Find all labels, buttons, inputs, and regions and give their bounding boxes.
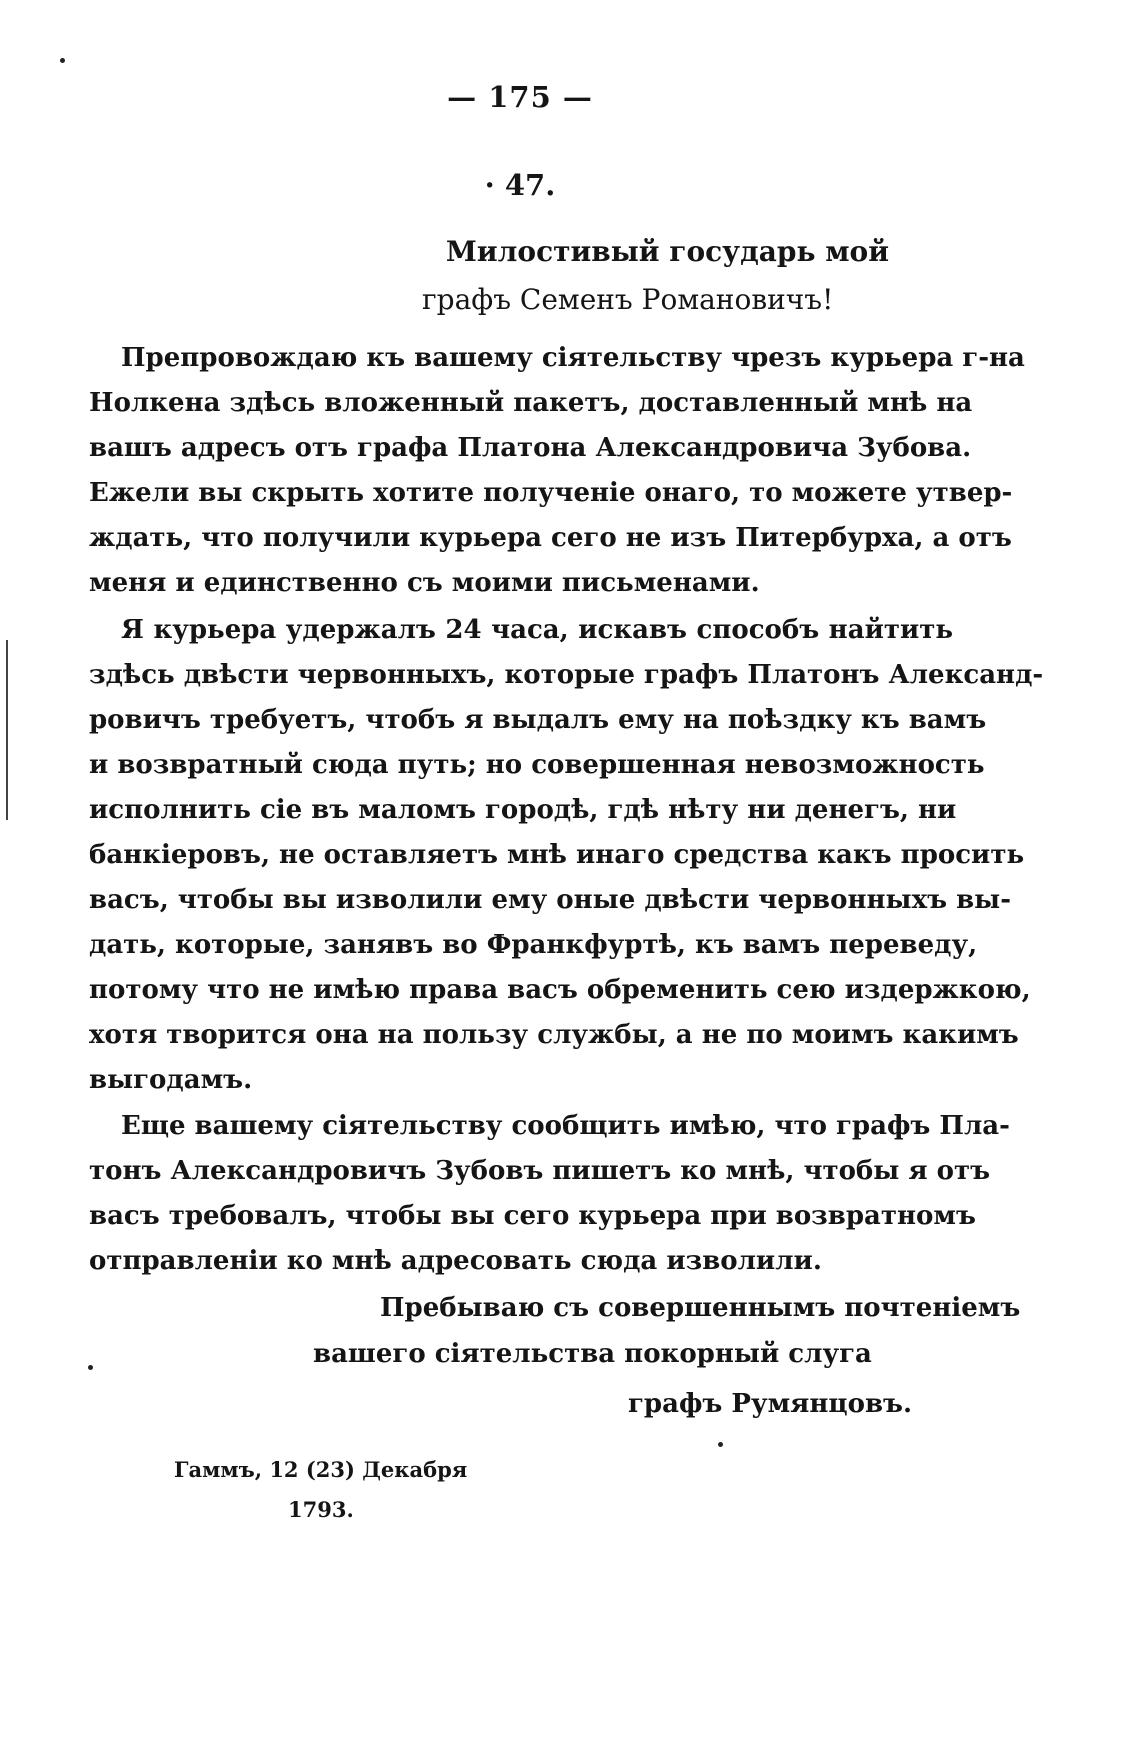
salutation-line-1: Милостивый государь мой [445, 235, 889, 268]
scan-edge-line [6, 640, 8, 820]
text-line: Препровождаю къ вашему сіятельству чрезъ курьера г-на [121, 343, 1025, 373]
closing-line-2: вашего сіятельства покорный слуга [313, 1339, 872, 1369]
text-line: Нолкена здѣсь вложенный пакетъ, доставленный мнѣ на [89, 388, 973, 418]
paragraph-1 [89, 336, 1025, 606]
text-line: васъ, чтобы вы изволили ему оные двѣсти червонныхъ вы- [89, 885, 1011, 915]
scan-speck [88, 1365, 93, 1370]
text-line: исполнить сіе въ маломъ городѣ, гдѣ нѣту ни денегъ, ни [89, 795, 957, 825]
text-line: ровичъ требуетъ, чтобъ я выдалъ ему на поѣздку къ вамъ [89, 705, 987, 735]
text-line: потому что не имѣю права васъ обременить сею издержкою, [89, 975, 1031, 1005]
text-line: Ежели вы скрыть хотите полученіе онаго, то можете утвер- [89, 478, 1013, 508]
paragraph-3 [89, 1104, 1010, 1284]
text-line: васъ требовалъ, чтобы вы сего курьера при возвратномъ [89, 1201, 976, 1231]
signature: графъ Румянцовъ. [628, 1389, 913, 1419]
salutation-line-2: графъ Семенъ Романовичъ! [422, 283, 834, 316]
year: 1793. [288, 1497, 354, 1522]
text-line: банкіеровъ, не оставляетъ мнѣ инаго средства какъ просить [89, 840, 1025, 870]
page-number: — 175 — [447, 80, 593, 114]
text-line: тонъ Александровичъ Зубовъ пишетъ ко мнѣ, чтобы я отъ [89, 1156, 991, 1186]
text-line: Еще вашему сіятельству сообщить имѣю, что графъ Пла- [121, 1111, 1010, 1141]
text-line: дать, которые, занявъ во Франкфуртѣ, къ вамъ переведу, [89, 930, 978, 960]
text-line: Я курьера удержалъ 24 часа, искавъ способъ найтить [121, 615, 953, 645]
text-line: меня и единственно съ моими письменами. [89, 568, 760, 598]
scan-speck [60, 58, 65, 63]
text-line: хотя творится она на пользу службы, а не по моимъ какимъ [89, 1020, 1019, 1050]
text-line: и возвратный сюда путь; но совершенная невозможность [89, 750, 985, 780]
text-line: ждать, что получили курьера сего не изъ Питербурха, а отъ [89, 523, 1012, 553]
text-line: здѣсь двѣсти червонныхъ, которые графъ Платонъ Александ- [89, 660, 1044, 690]
text-line: вашъ адресъ отъ графа Платона Александровича Зубова. [89, 433, 972, 463]
paragraph-2 [89, 608, 1044, 1103]
place-date: Гаммъ, 12 (23) Декабря [174, 1457, 468, 1482]
closing-line-1: Пребываю съ совершеннымъ почтеніемъ [380, 1293, 1021, 1323]
letter-number: · 47. [484, 168, 556, 202]
text-line: выгодамъ. [89, 1065, 253, 1095]
scan-speck [718, 1442, 723, 1447]
text-line: отправленіи ко мнѣ адресовать сюда изволили. [89, 1246, 822, 1276]
